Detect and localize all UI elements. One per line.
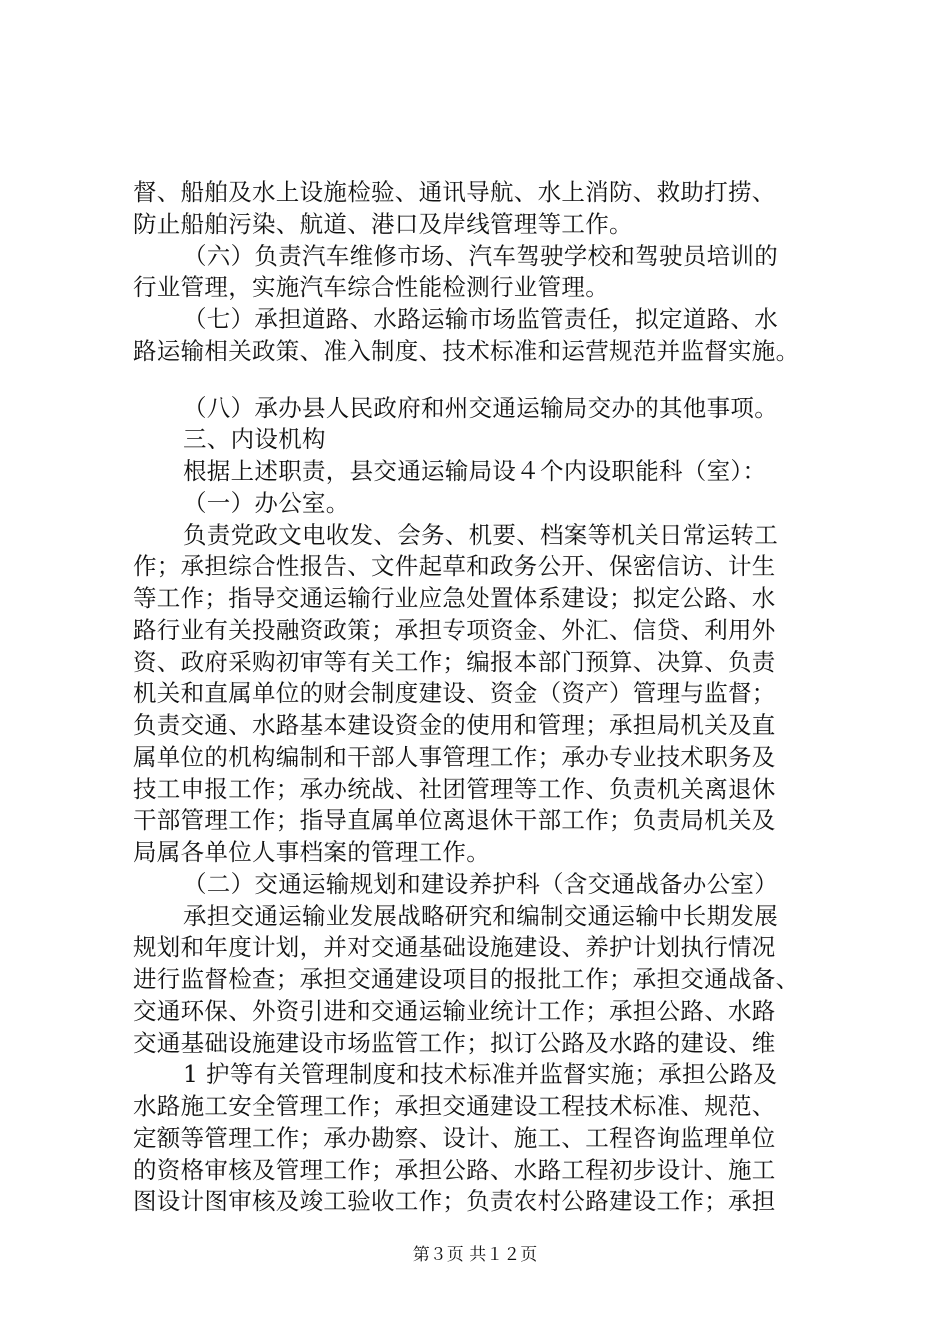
text-line: 作；承担综合性报告、文件起草和政务公开、保密信访、计生 (133, 552, 776, 580)
text-line: 属单位的机构编制和干部人事管理工作；承办专业技术职务及 (133, 743, 776, 771)
text-line: 督、船舶及水上设施检验、通讯导航、水上消防、救助打捞、 (133, 178, 776, 206)
text-line: 负责党政文电收发、会务、机要、档案等机关日常运转工 (183, 521, 778, 549)
text-line: 资、政府采购初审等有关工作；编报本部门预算、决算、负责 (133, 648, 776, 676)
text-line: 规划和年度计划，并对交通基础设施建设、养护计划执行情况 (133, 933, 776, 961)
text-line: 的资格审核及管理工作；承担公路、水路工程初步设计、施工 (133, 1156, 776, 1184)
text-line: 干部管理工作；指导直属单位离退休干部工作；负责局机关及 (133, 806, 776, 834)
text-line: 交通环保、外资引进和交通运输业统计工作；承担公路、水路 (133, 997, 776, 1025)
text-line: 技工申报工作；承办统战、社团管理等工作、负责机关离退休 (133, 775, 776, 803)
text-line: 负责交通、水路基本建设资金的使用和管理；承担局机关及直 (133, 711, 776, 739)
text-line: 防止船舶污染、航道、港口及岸线管理等工作。 (133, 210, 633, 238)
text-line: 局属各单位人事档案的管理工作。 (133, 838, 490, 866)
text-line: （八）承办县人民政府和州交通运输局交办的其他事项。 (183, 394, 778, 422)
text-line: 路运输相关政策、准入制度、技术标准和运营规范并监督实施。 (133, 337, 800, 365)
text-line: 承担交通运输业发展战略研究和编制交通运输中长期发展 (183, 902, 778, 930)
text-line: 根据上述职责，县交通运输局设４个内设职能科（室）： (183, 457, 767, 485)
subsection-heading: （二）交通运输规划和建设养护科（含交通战备办公室） (183, 870, 778, 898)
text-line: 交通基础设施建设市场监管工作；拟订公路及水路的建设、维 (133, 1029, 776, 1057)
section-heading: 三、内设机构 (183, 425, 326, 453)
text-line: （六）负责汽车维修市场、汽车驾驶学校和驾驶员培训的 (183, 242, 778, 270)
text-line: 路行业有关投融资政策；承担专项资金、外汇、信贷、利用外 (133, 616, 776, 644)
subsection-heading: （一）办公室。 (183, 489, 350, 517)
text-line: 图设计图审核及竣工验收工作；负责农村公路建设工作；承担 (133, 1187, 776, 1215)
text-line: 机关和直属单位的财会制度建设、资金（资产）管理与监督； (133, 679, 776, 707)
text-line: 定额等管理工作；承办勘察、设计、施工、工程咨询监理单位 (133, 1124, 776, 1152)
text-line: 1 护等有关管理制度和技术标准并监督实施；承担公路及 (183, 1060, 778, 1088)
page-number-footer: 第３页 共１２页 (412, 1245, 538, 1265)
text-line: 进行监督检查；承担交通建设项目的报批工作；承担交通战备、 (133, 965, 800, 993)
text-line: 等工作；指导交通运输行业应急处置体系建设；拟定公路、水 (133, 584, 776, 612)
text-line: 水路施工安全管理工作；承担交通建设工程技术标准、规范、 (133, 1092, 776, 1120)
text-line: 行业管理，实施汽车综合性能检测行业管理。 (133, 273, 609, 301)
text-line: （七）承担道路、水路运输市场监管责任，拟定道路、水 (183, 305, 778, 333)
